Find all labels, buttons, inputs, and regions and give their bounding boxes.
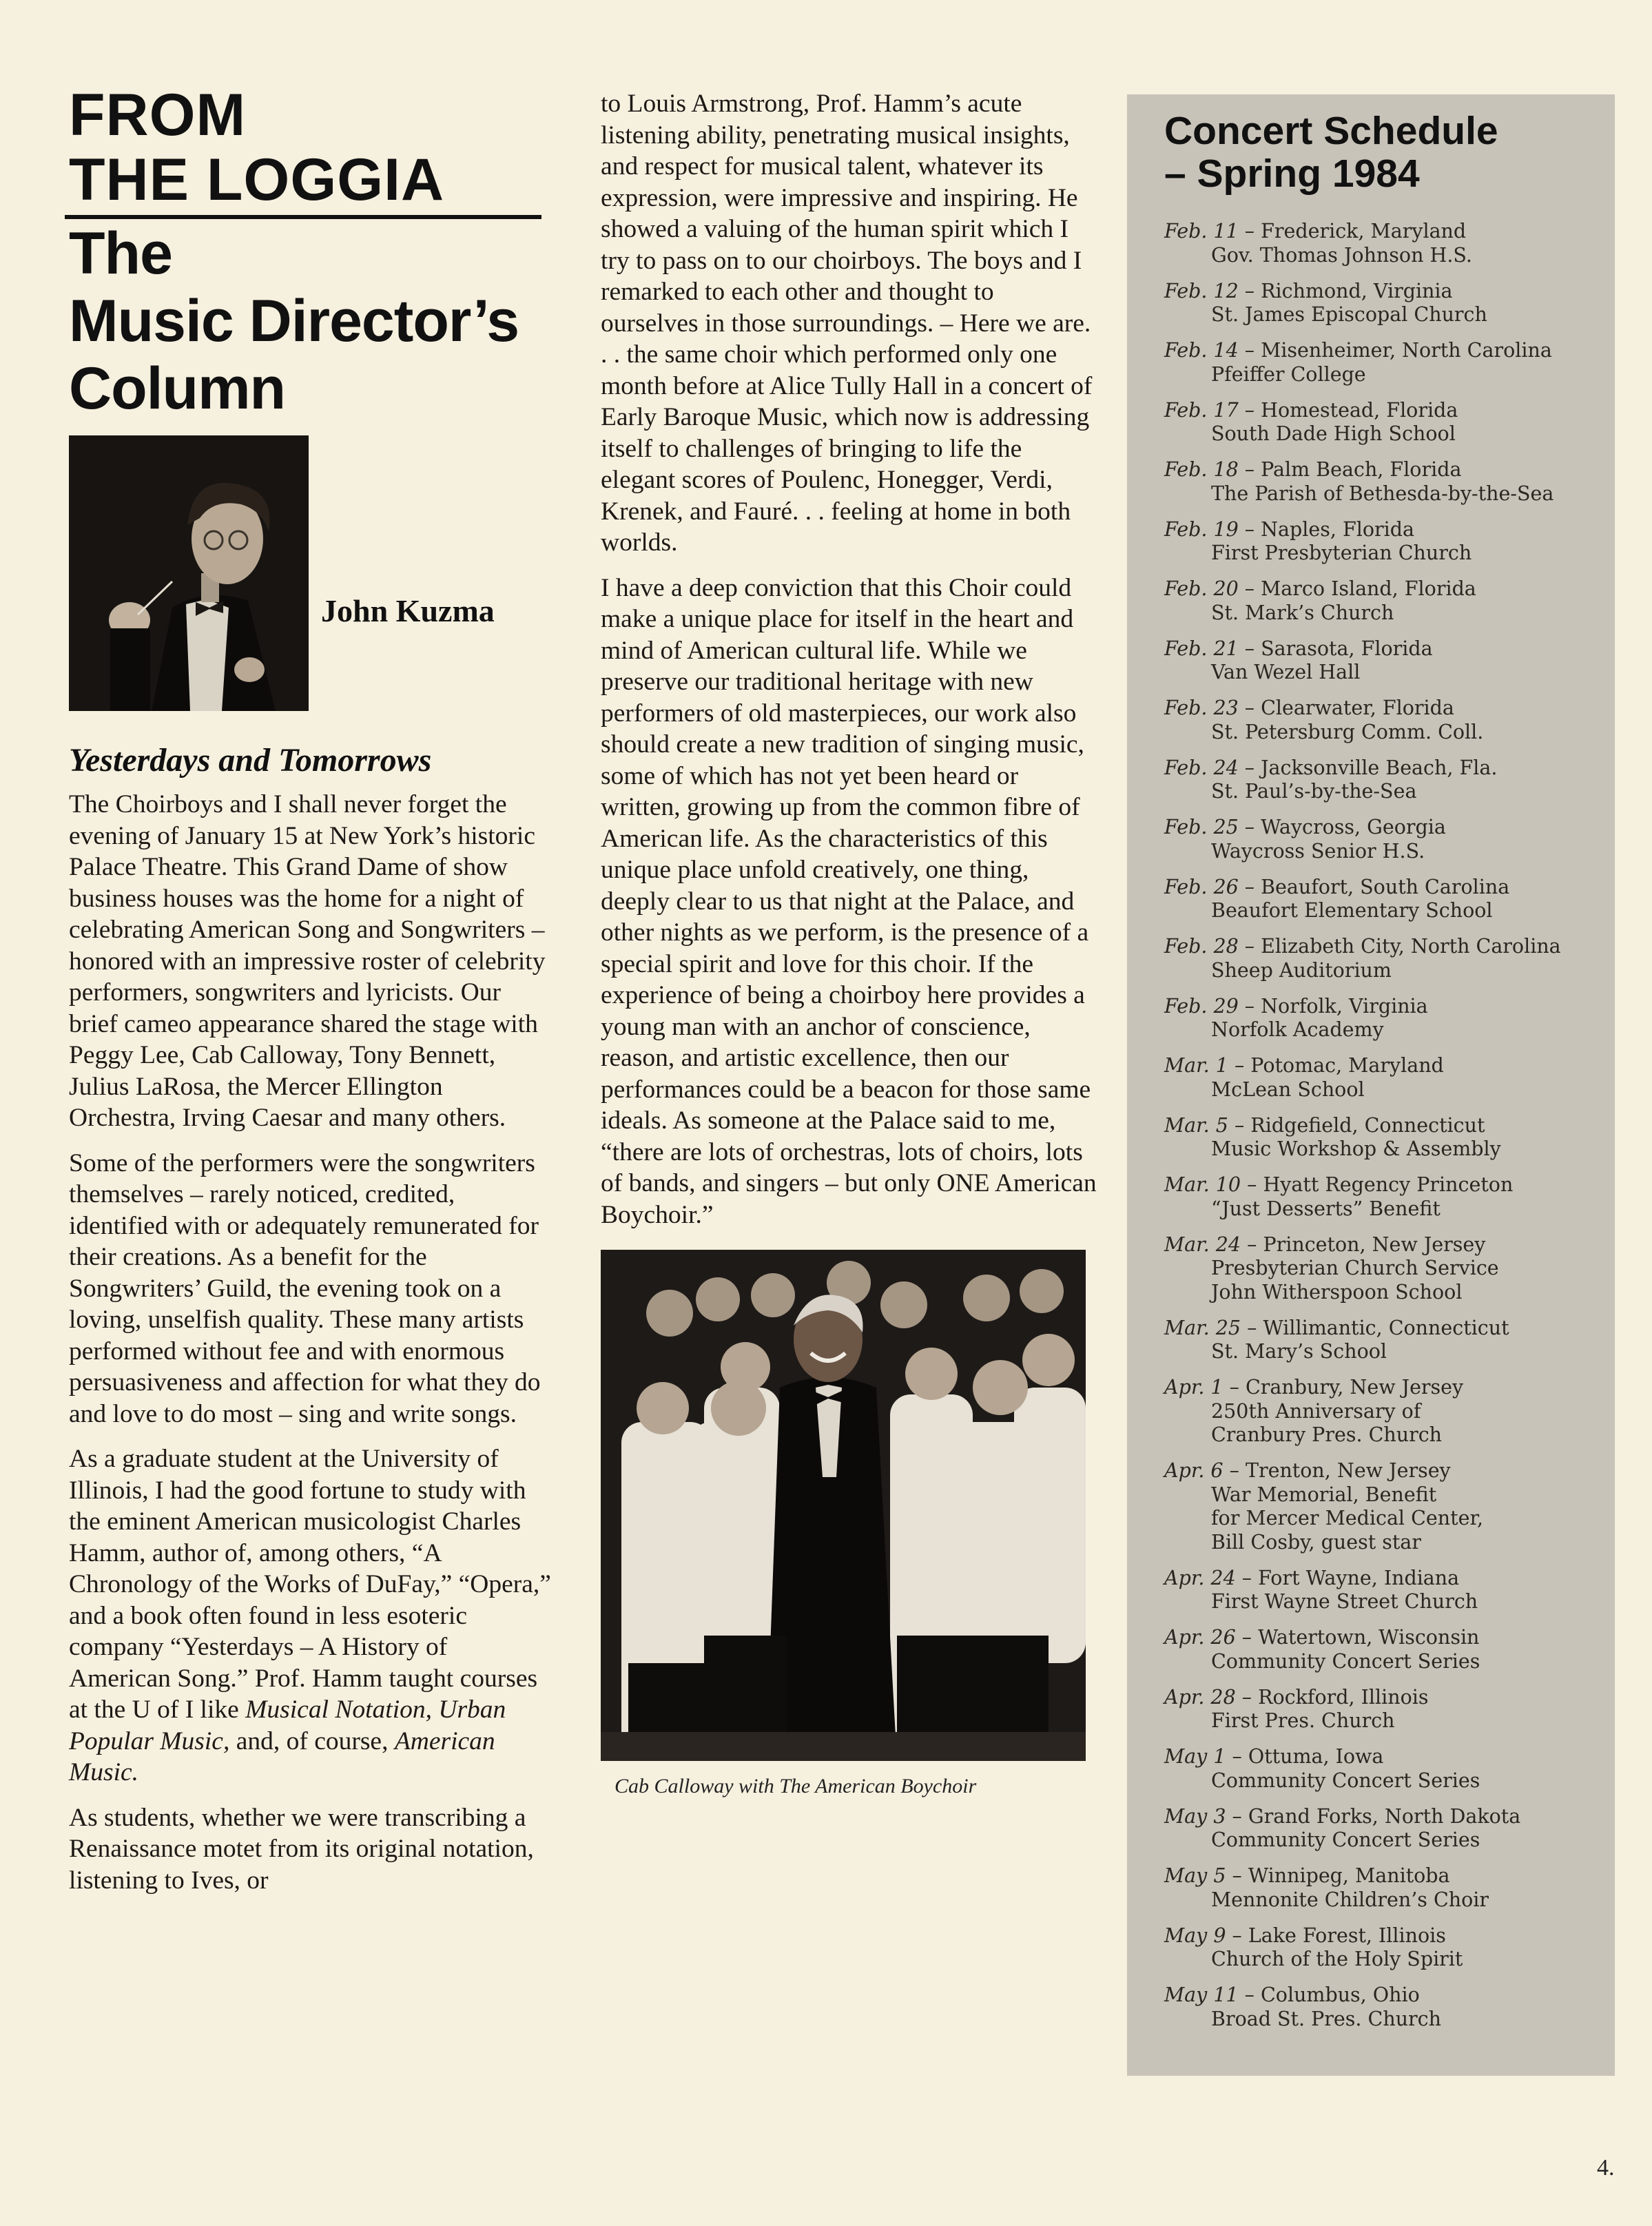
schedule-item-header bbox=[1164, 995, 1605, 1019]
column-title-line-3: Column bbox=[69, 355, 286, 422]
schedule-item bbox=[1164, 1864, 1605, 1912]
schedule-place: Cranbury, New Jersey bbox=[1245, 1376, 1464, 1399]
column-title-line-1: The bbox=[69, 220, 172, 287]
schedule-place: Waycross, Georgia bbox=[1261, 816, 1446, 838]
paragraph bbox=[69, 1443, 551, 1789]
schedule-place: Hyatt Regency Princeton bbox=[1263, 1173, 1514, 1196]
schedule-date: Mar. 25 bbox=[1164, 1316, 1241, 1339]
schedule-place: Homestead, Florida bbox=[1261, 398, 1458, 422]
schedule-item-header bbox=[1164, 1054, 1605, 1078]
schedule-venue: McLean School bbox=[1211, 1078, 1365, 1101]
schedule-venue: Van Wezel Hall bbox=[1211, 661, 1361, 683]
schedule-separator: – bbox=[1238, 458, 1261, 481]
schedule-venue: Bill Cosby, guest star bbox=[1211, 1530, 1421, 1554]
paragraph: The Choirboys and I shall never forget the evening of January 15 at New York’s historic Palace Theatre. This Grand Dame of show business houses was the home for a night of celebrating American Song and Songwriters – honored with an impressive roster of celebrity performers, songwriters and lyricists. Our brief cameo appearance shared the stage with Peggy Lee, Cab Calloway, Tony Bennett, Julius LaRosa, the Mercer Ellington Orchestra, Irving Caesar and many others. bbox=[69, 790, 546, 1132]
schedule-item-header bbox=[1164, 1317, 1605, 1341]
schedule-place: Norfolk, Virginia bbox=[1261, 994, 1428, 1018]
schedule-title-line-2: – Spring 1984 bbox=[1164, 152, 1420, 196]
schedule-place: Sarasota, Florida bbox=[1261, 637, 1433, 660]
schedule-separator: – bbox=[1238, 935, 1261, 958]
schedule-separator: – bbox=[1238, 517, 1261, 541]
schedule-item bbox=[1164, 1805, 1605, 1853]
photo-caption: Cab Calloway with The American Boychoir bbox=[615, 1775, 977, 1797]
schedule-date: May 11 bbox=[1164, 1983, 1239, 2006]
schedule-item bbox=[1164, 577, 1605, 625]
left-column bbox=[69, 83, 551, 1896]
author-name: John Kuzma bbox=[321, 593, 495, 628]
schedule-separator: – bbox=[1223, 1459, 1246, 1482]
schedule-place: Willimantic, Connecticut bbox=[1263, 1316, 1509, 1339]
schedule-item bbox=[1164, 1459, 1605, 1554]
schedule-item-header bbox=[1164, 399, 1605, 423]
schedule-venue: for Mercer Medical Center, bbox=[1211, 1507, 1484, 1529]
schedule-separator: – bbox=[1238, 697, 1261, 719]
schedule-separator: – bbox=[1235, 1566, 1259, 1589]
schedule-item-header bbox=[1164, 220, 1605, 244]
schedule-venue: Pfeiffer College bbox=[1211, 362, 1366, 386]
schedule-item bbox=[1164, 1114, 1605, 1162]
paragraph: to Louis Armstrong, Prof. Hamm’s acute listening ability, penetrating musical insights, and respect for musical talent, whatever its expression, were impressive and inspiring. He showed a valuing of the human spirit which I try to pass on to our choirboys. The boys and I remarked to each other and thought to ourselves in those surroundings. – Here we are. . . the same choir which performed only one month before at Alice Tully Hall in a concert of Early Baroque Music, which now is addressing itself to challenges of bringing to life the elegant scores of Poulenc, Honegger, Verdi, Krenek, and Fauré. . . feeling at home in both worlds. bbox=[601, 90, 1093, 557]
schedule-place: Clearwater, Florida bbox=[1261, 697, 1454, 719]
schedule-item-header bbox=[1164, 339, 1605, 363]
schedule-item bbox=[1164, 339, 1605, 387]
paragraph: I have a deep conviction that this Choir could make a unique place for itself in the heart and mind of American cultural life. While we preserve our traditional heritage with new performers of old masterpieces, our work also should create a new tradition of singing music, some of which has not yet been heard or written, growing up from the common fibre of American life. As the characteristics of this unique place unfold creatively, one thing, deeply clear to us that night at the Palace, and other nights as we perform, is the presence of a special spirit and love for this choir. If the experience of being a choirboy here provides a young man with an anchor of conscience, reason, and artistic excellence, then our performances could be a beacon for those same ideals. As someone at the Palace said to me, “there are lots of orchestras, lots of choirs, lots of bands, and singers – but only ONE American Boychoir.” bbox=[601, 573, 1097, 1229]
schedule-date: Feb. 11 bbox=[1164, 220, 1239, 243]
schedule-item bbox=[1164, 399, 1605, 446]
schedule-date: Mar. 5 bbox=[1164, 1113, 1228, 1137]
schedule-venue: Cranbury Pres. Church bbox=[1211, 1423, 1443, 1446]
paragraph-text: As a graduate student at the University of Illinois, I had the good fortune to study with the eminent American musicologist Charles Hamm, author of, among others, “A Chronology of the Works of DuFay,” “Opera,” and a book often found in less esoteric company “Yesterdays – A History of American Song.” Prof. Hamm taught courses at the U of I like bbox=[69, 1445, 551, 1724]
schedule-venue: Sheep Auditorium bbox=[1211, 958, 1392, 982]
schedule-title-line-1: Concert Schedule bbox=[1164, 109, 1498, 153]
schedule-venue: South Dade High School bbox=[1211, 422, 1456, 445]
schedule-date: Feb. 26 bbox=[1164, 875, 1239, 898]
schedule-place: Beaufort, South Carolina bbox=[1261, 875, 1510, 898]
schedule-venue: Broad St. Pres. Church bbox=[1211, 2007, 1441, 2030]
schedule-separator: – bbox=[1235, 1685, 1259, 1709]
schedule-item-header bbox=[1164, 518, 1605, 542]
schedule-separator: – bbox=[1228, 1054, 1251, 1077]
schedule-date: Feb. 25 bbox=[1164, 816, 1239, 838]
schedule-separator: – bbox=[1238, 279, 1261, 302]
schedule-venue: St. Mary’s School bbox=[1211, 1340, 1387, 1363]
schedule-place: Ottuma, Iowa bbox=[1248, 1745, 1384, 1768]
paragraph: Some of the performers were the songwriters themselves – rarely noticed, credited, identified with or adequately remunerated for their creations. As a benefit for the Songwriters’ Guild, the evening took on a loving, unselfish quality. These many artists performed without fee and with enormous persuasiveness and affection for what they do and love to do most – sing and write songs. bbox=[69, 1148, 541, 1428]
schedule-separator: – bbox=[1238, 816, 1261, 838]
schedule-item bbox=[1164, 935, 1605, 982]
schedule-item bbox=[1164, 1626, 1605, 1673]
schedule-item-header bbox=[1164, 1567, 1605, 1591]
schedule-place: Rockford, Illinois bbox=[1258, 1685, 1429, 1709]
section-heading: Yesterdays and Tomorrows bbox=[69, 742, 432, 779]
schedule-venue: Community Concert Series bbox=[1211, 1649, 1480, 1673]
schedule-place: Princeton, New Jersey bbox=[1263, 1233, 1486, 1256]
page-number: 4. bbox=[1597, 2155, 1615, 2181]
schedule-place: Trenton, New Jersey bbox=[1245, 1459, 1451, 1482]
schedule-separator: – bbox=[1238, 220, 1261, 243]
schedule-item bbox=[1164, 1173, 1605, 1221]
schedule-separator: – bbox=[1235, 1626, 1259, 1649]
schedule-date: Apr. 24 bbox=[1164, 1566, 1236, 1589]
schedule-separator: – bbox=[1226, 1745, 1248, 1768]
schedule-date: Apr. 6 bbox=[1164, 1459, 1223, 1482]
schedule-venue: Music Workshop & Assembly bbox=[1211, 1137, 1501, 1160]
schedule-place: Misenheimer, North Carolina bbox=[1261, 339, 1552, 362]
paragraph: As students, whether we were transcribing a Renaissance motet from its original notation, listening to Ives, or bbox=[69, 1803, 534, 1895]
schedule-date: Apr. 26 bbox=[1164, 1626, 1236, 1649]
schedule-date: Feb. 29 bbox=[1164, 994, 1239, 1018]
middle-column-text bbox=[601, 88, 1097, 1230]
schedule-item bbox=[1164, 458, 1605, 506]
schedule-item bbox=[1164, 1317, 1605, 1364]
schedule-separator: – bbox=[1238, 756, 1261, 779]
schedule-item-header bbox=[1164, 1459, 1605, 1483]
schedule-venue: Community Concert Series bbox=[1211, 1828, 1480, 1851]
schedule-place: Watertown, Wisconsin bbox=[1258, 1626, 1480, 1649]
schedule-venue: Beaufort Elementary School bbox=[1211, 899, 1493, 922]
schedule-item-header bbox=[1164, 1376, 1605, 1400]
schedule-separator: – bbox=[1223, 1376, 1246, 1399]
schedule-venue: The Parish of Bethesda-by-the-Sea bbox=[1211, 482, 1554, 505]
schedule-place: Naples, Florida bbox=[1261, 517, 1415, 541]
schedule-place: Jacksonville Beach, Fla. bbox=[1261, 756, 1498, 779]
schedule-item bbox=[1164, 1376, 1605, 1447]
schedule-item bbox=[1164, 1567, 1605, 1614]
course-titles: Musical Notation, Urban Popular Music, bbox=[69, 1696, 506, 1755]
schedule-item bbox=[1164, 1745, 1605, 1793]
schedule-separator: – bbox=[1238, 637, 1261, 660]
schedule-date: May 1 bbox=[1164, 1745, 1226, 1768]
paragraph-text: and, of course, bbox=[229, 1727, 395, 1755]
schedule-item-header bbox=[1164, 1114, 1605, 1138]
schedule-date: Feb. 14 bbox=[1164, 339, 1239, 362]
schedule-item-header bbox=[1164, 816, 1605, 840]
schedule-place: Elizabeth City, North Carolina bbox=[1261, 935, 1561, 958]
schedule-venue: St. James Episcopal Church bbox=[1211, 303, 1487, 326]
schedule-date: Mar. 1 bbox=[1164, 1054, 1228, 1077]
schedule-separator: – bbox=[1238, 398, 1261, 422]
schedule-separator: – bbox=[1238, 875, 1261, 898]
schedule-separator: – bbox=[1238, 994, 1261, 1018]
schedule-date: Feb. 20 bbox=[1164, 577, 1239, 600]
schedule-item bbox=[1164, 280, 1605, 327]
schedule-date: Feb. 18 bbox=[1164, 458, 1239, 481]
schedule-date: Apr. 28 bbox=[1164, 1685, 1236, 1709]
schedule-item-header bbox=[1164, 935, 1605, 959]
schedule-date: Feb. 28 bbox=[1164, 935, 1239, 958]
schedule-venue: St. Petersburg Comm. Coll. bbox=[1211, 720, 1484, 743]
schedule-item bbox=[1164, 1233, 1605, 1305]
schedule-date: Mar. 10 bbox=[1164, 1173, 1241, 1196]
schedule-item bbox=[1164, 1686, 1605, 1733]
author-block bbox=[69, 435, 551, 711]
schedule-separator: – bbox=[1226, 1804, 1248, 1828]
schedule-place: Potomac, Maryland bbox=[1250, 1054, 1444, 1077]
schedule-item bbox=[1164, 876, 1605, 923]
column-title-line-2: Music Director’s bbox=[69, 288, 519, 354]
schedule-place: Grand Forks, North Dakota bbox=[1248, 1804, 1521, 1828]
schedule-item bbox=[1164, 1924, 1605, 1972]
schedule-item-header bbox=[1164, 1805, 1605, 1829]
schedule-item bbox=[1164, 637, 1605, 685]
schedule-item-header bbox=[1164, 1864, 1605, 1888]
schedule-date: Feb. 12 bbox=[1164, 279, 1239, 302]
schedule-place: Lake Forest, Illinois bbox=[1248, 1924, 1446, 1947]
schedule-item-header bbox=[1164, 458, 1605, 482]
schedule-place: Richmond, Virginia bbox=[1261, 279, 1453, 302]
schedule-venue: First Presbyterian Church bbox=[1211, 542, 1472, 564]
schedule-place: Ridgefield, Connecticut bbox=[1250, 1113, 1485, 1137]
schedule-date: Feb. 21 bbox=[1164, 637, 1239, 660]
schedule-date: May 5 bbox=[1164, 1864, 1226, 1887]
schedule-item-header bbox=[1164, 1626, 1605, 1650]
schedule-item bbox=[1164, 220, 1605, 267]
schedule-item-header bbox=[1164, 1983, 1605, 2008]
schedule-date: Feb. 24 bbox=[1164, 756, 1239, 779]
schedule-item bbox=[1164, 756, 1605, 804]
schedule-item-header bbox=[1164, 1745, 1605, 1769]
schedule-item-header bbox=[1164, 1233, 1605, 1257]
schedule-venue: Community Concert Series bbox=[1211, 1769, 1480, 1792]
schedule-separator: – bbox=[1238, 339, 1261, 362]
schedule-date: Feb. 17 bbox=[1164, 398, 1239, 422]
schedule-item bbox=[1164, 1054, 1605, 1102]
schedule-item-header bbox=[1164, 756, 1605, 781]
schedule-venue: First Wayne Street Church bbox=[1211, 1590, 1478, 1613]
left-column-text bbox=[69, 789, 551, 1896]
schedule-place: Marco Island, Florida bbox=[1261, 577, 1476, 600]
schedule-separator: – bbox=[1228, 1113, 1251, 1137]
schedule-venue: Church of the Holy Spirit bbox=[1211, 1948, 1463, 1970]
schedule-item bbox=[1164, 518, 1605, 566]
schedule-place: Fort Wayne, Indiana bbox=[1258, 1566, 1460, 1589]
schedule-separator: – bbox=[1238, 1983, 1261, 2006]
masthead-line-1: FROM bbox=[69, 82, 247, 148]
schedule-date: Apr. 1 bbox=[1164, 1376, 1223, 1399]
schedule-separator: – bbox=[1226, 1924, 1248, 1947]
schedule-item bbox=[1164, 816, 1605, 863]
masthead bbox=[69, 83, 551, 422]
schedule-item-header bbox=[1164, 697, 1605, 721]
schedule-venue: Presbyterian Church Service bbox=[1211, 1257, 1499, 1279]
schedule-date: Feb. 23 bbox=[1164, 697, 1239, 719]
schedule-date: May 3 bbox=[1164, 1804, 1226, 1828]
course-title: American Music. bbox=[69, 1727, 495, 1786]
schedule-item-header bbox=[1164, 1173, 1605, 1197]
schedule-place: Winnipeg, Manitoba bbox=[1248, 1864, 1450, 1887]
schedule-venue: War Memorial, Benefit bbox=[1211, 1483, 1437, 1506]
schedule-venue: Gov. Thomas Johnson H.S. bbox=[1211, 243, 1472, 267]
schedule-venue: 250th Anniversary of bbox=[1211, 1399, 1421, 1423]
schedule-item-header bbox=[1164, 1686, 1605, 1710]
schedule-venue: St. Mark’s Church bbox=[1211, 601, 1394, 624]
schedule-item-header bbox=[1164, 876, 1605, 900]
schedule-venue: First Pres. Church bbox=[1211, 1709, 1395, 1732]
schedule-separator: – bbox=[1226, 1864, 1248, 1887]
schedule-venue: “Just Desserts” Benefit bbox=[1211, 1197, 1441, 1220]
schedule-item bbox=[1164, 995, 1605, 1042]
schedule-venue: Norfolk Academy bbox=[1211, 1018, 1384, 1041]
schedule-separator: – bbox=[1241, 1173, 1263, 1196]
schedule-separator: – bbox=[1241, 1233, 1263, 1256]
schedule-date: Feb. 19 bbox=[1164, 517, 1239, 541]
schedule-item-header bbox=[1164, 1924, 1605, 1948]
choir-photo bbox=[601, 1250, 1086, 1761]
schedule-venue: Mennonite Children’s Choir bbox=[1211, 1888, 1489, 1911]
schedule-venue: Waycross Senior H.S. bbox=[1211, 839, 1425, 863]
author-portrait-photo bbox=[69, 435, 309, 711]
schedule-item bbox=[1164, 697, 1605, 744]
schedule-place: Frederick, Maryland bbox=[1261, 220, 1467, 243]
schedule-venue: St. Paul’s-by-the-Sea bbox=[1211, 780, 1417, 803]
schedule-item-header bbox=[1164, 637, 1605, 661]
schedule-item bbox=[1164, 1983, 1605, 2031]
schedule-place: Palm Beach, Florida bbox=[1261, 458, 1462, 481]
concert-schedule-box bbox=[1127, 94, 1615, 2076]
schedule-item-header bbox=[1164, 280, 1605, 304]
schedule-list bbox=[1164, 220, 1605, 2043]
schedule-item-header bbox=[1164, 577, 1605, 601]
schedule-date: Mar. 24 bbox=[1164, 1233, 1241, 1256]
schedule-place: Columbus, Ohio bbox=[1260, 1983, 1420, 2006]
schedule-date: May 9 bbox=[1164, 1924, 1226, 1947]
middle-column bbox=[601, 88, 1097, 1798]
schedule-venue: John Witherspoon School bbox=[1211, 1280, 1463, 1303]
masthead-line-2: THE LOGGIA bbox=[69, 147, 445, 213]
schedule-separator: – bbox=[1241, 1316, 1263, 1339]
masthead-rule bbox=[65, 215, 541, 219]
schedule-title bbox=[1164, 110, 1498, 195]
schedule-separator: – bbox=[1238, 577, 1261, 600]
